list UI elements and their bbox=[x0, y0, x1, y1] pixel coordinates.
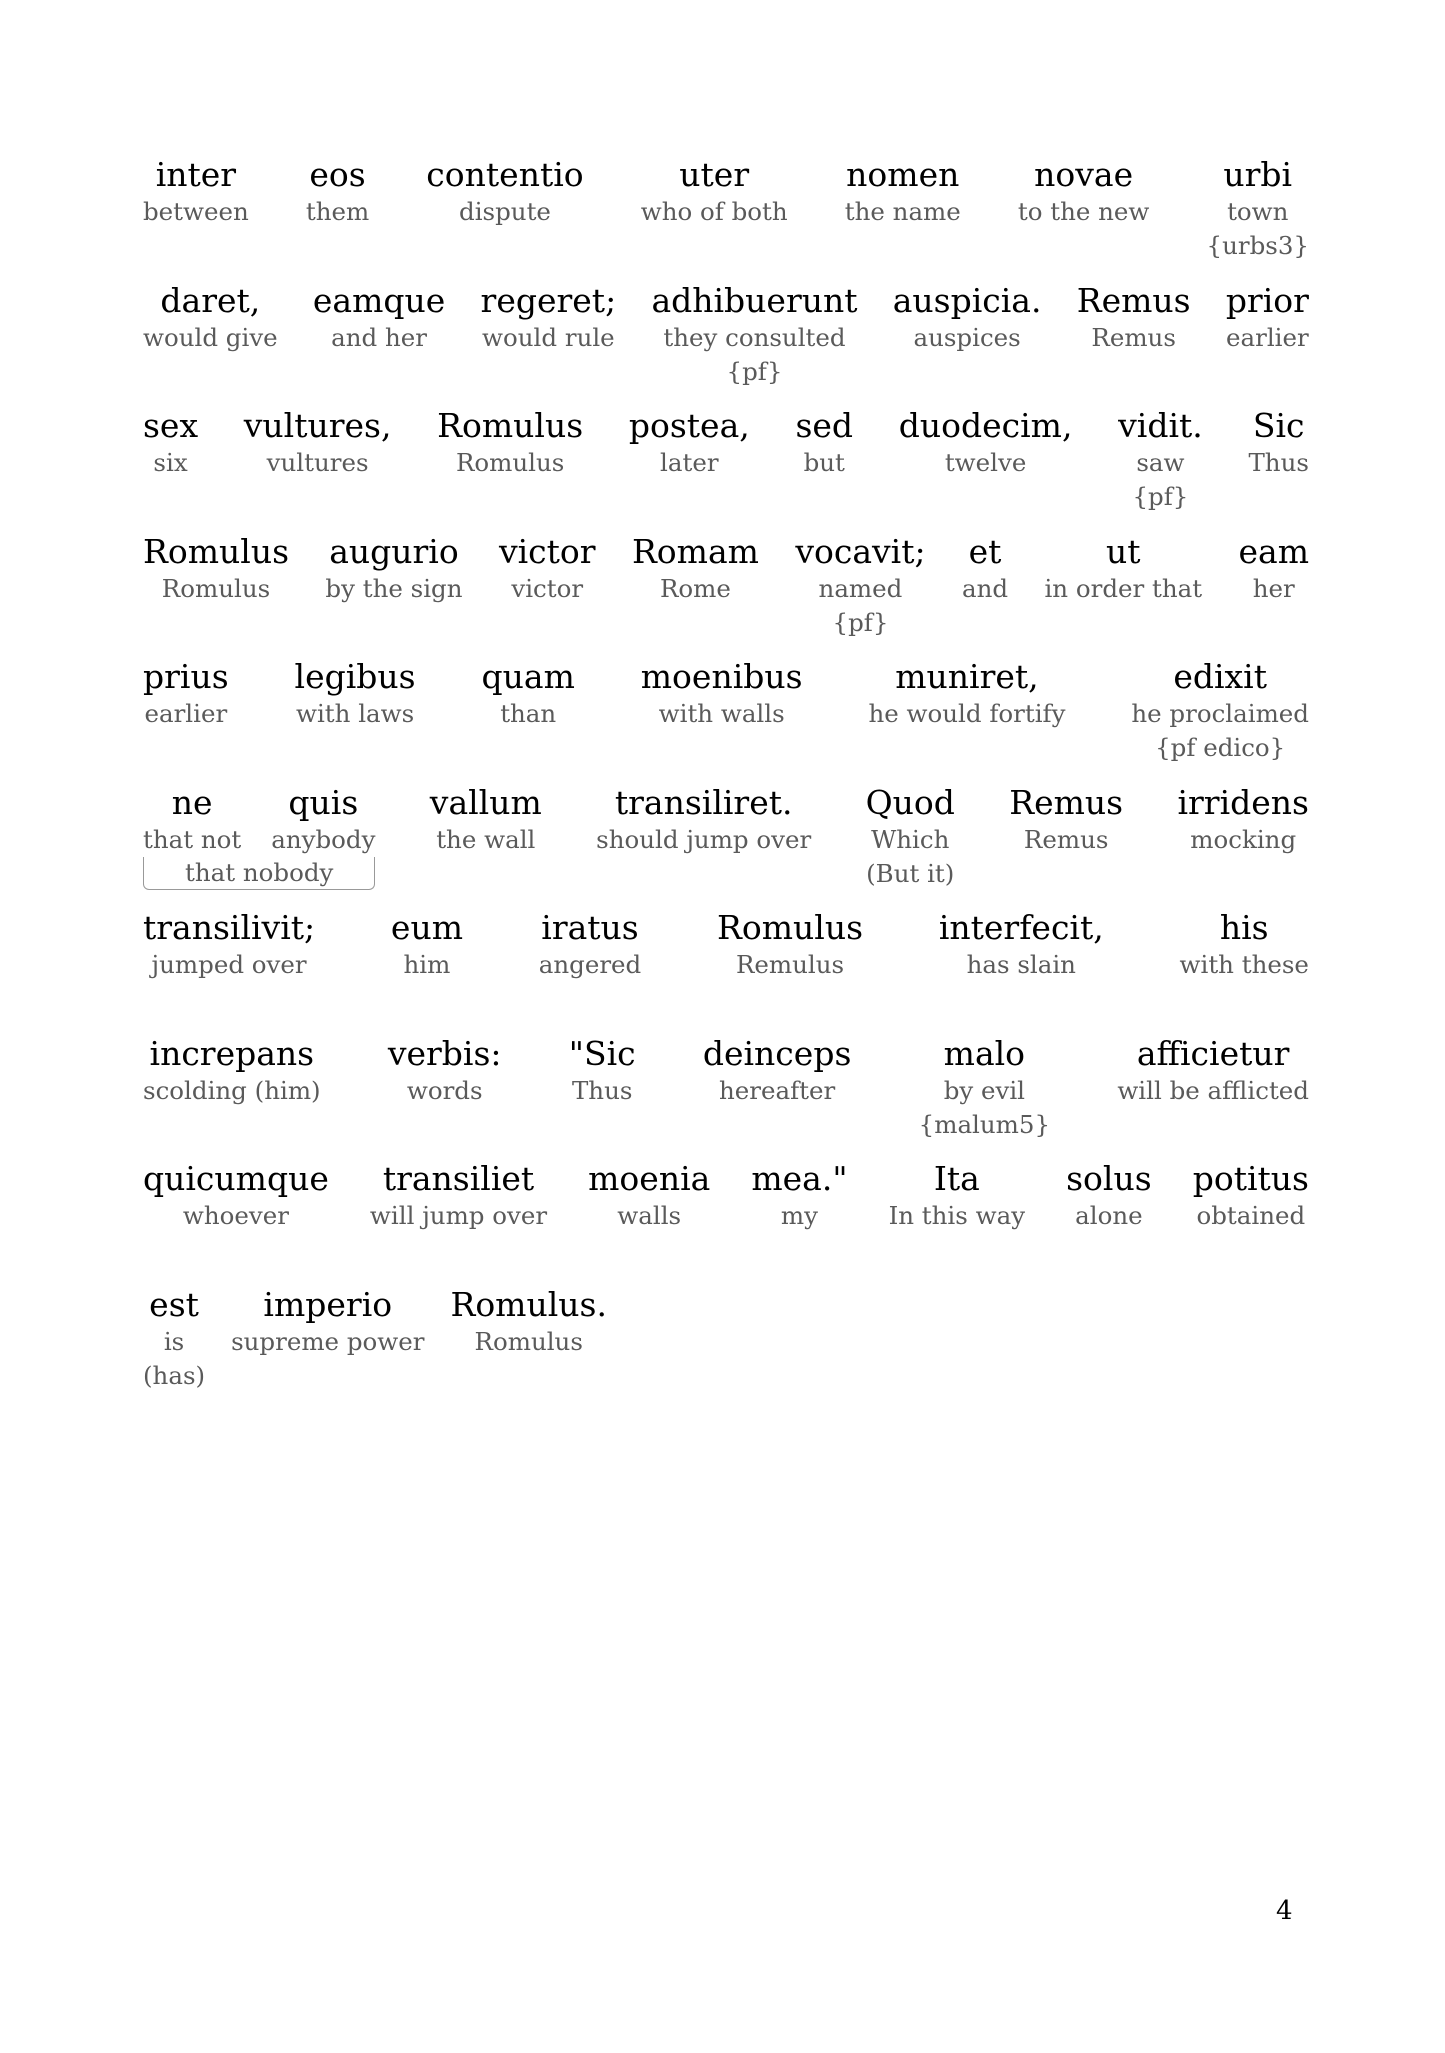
gloss: would rule bbox=[482, 322, 615, 352]
gloss: with walls bbox=[658, 699, 785, 728]
word-column bbox=[569, 1034, 636, 1108]
gloss: earlier bbox=[1226, 322, 1309, 352]
word-column bbox=[1044, 532, 1202, 606]
word-column bbox=[481, 281, 617, 355]
phrase-group bbox=[143, 783, 375, 890]
word-column bbox=[596, 783, 811, 857]
latin-word: eam bbox=[1238, 531, 1309, 571]
latin-word: legibus bbox=[294, 657, 416, 696]
word-column bbox=[430, 783, 542, 857]
page-number: 4 bbox=[1276, 1896, 1293, 1926]
latin-word: sed bbox=[795, 406, 854, 445]
word-column bbox=[437, 406, 583, 480]
gloss: auspices bbox=[913, 322, 1021, 352]
latin-word: auspicia. bbox=[892, 280, 1042, 320]
latin-word: Remus bbox=[1009, 782, 1124, 822]
latin-word: prior bbox=[1225, 280, 1309, 320]
latin-word: malo bbox=[943, 1033, 1026, 1073]
gloss: {pf} bbox=[726, 356, 783, 386]
gloss: and her bbox=[331, 322, 428, 352]
gloss: would give bbox=[143, 322, 278, 352]
word-column bbox=[717, 908, 863, 982]
latin-word: eamque bbox=[312, 280, 446, 320]
interlinear-line bbox=[143, 155, 1309, 263]
interlinear-line bbox=[143, 1034, 1309, 1142]
word-column bbox=[889, 1159, 1026, 1233]
interlinear-line bbox=[143, 657, 1309, 765]
latin-word: uter bbox=[679, 155, 750, 194]
latin-word: moenibus bbox=[640, 657, 803, 696]
latin-word: Romulus bbox=[717, 908, 864, 947]
interlinear-line bbox=[143, 1159, 1309, 1233]
word-column bbox=[499, 532, 596, 606]
latin-word: solus bbox=[1066, 1159, 1152, 1198]
gloss: {urbs3} bbox=[1206, 231, 1309, 260]
gloss: the wall bbox=[436, 824, 536, 854]
word-column bbox=[1077, 281, 1191, 355]
gloss: by evil bbox=[943, 1075, 1026, 1105]
word-column bbox=[893, 281, 1042, 355]
word-column bbox=[143, 1034, 321, 1108]
gloss: who of both bbox=[640, 197, 788, 226]
interlinear-line bbox=[143, 532, 1309, 640]
word-column bbox=[391, 908, 463, 982]
word-column bbox=[143, 406, 198, 480]
latin-word: muniret, bbox=[895, 657, 1039, 696]
word-column bbox=[143, 783, 241, 857]
word-column bbox=[295, 657, 416, 731]
word-column bbox=[962, 532, 1008, 606]
word-column bbox=[1193, 1159, 1309, 1233]
gloss: will be afflicted bbox=[1117, 1075, 1309, 1105]
latin-word: ne bbox=[171, 782, 213, 822]
interlinear-line bbox=[143, 783, 1309, 891]
word-column bbox=[482, 657, 575, 731]
latin-word: sex bbox=[143, 406, 199, 445]
latin-word: regeret; bbox=[480, 280, 617, 320]
latin-word: et bbox=[968, 531, 1002, 571]
word-column bbox=[143, 281, 278, 355]
word-column bbox=[1239, 532, 1310, 606]
gloss: dispute bbox=[459, 197, 551, 226]
word-column bbox=[845, 155, 961, 229]
latin-word: Remus bbox=[1076, 280, 1191, 320]
gloss: {pf} bbox=[1132, 482, 1189, 511]
gloss: jumped over bbox=[151, 950, 307, 979]
gloss: {pf edico} bbox=[1155, 733, 1286, 762]
latin-word: vocavit; bbox=[795, 531, 926, 571]
gloss: should jump over bbox=[596, 824, 812, 854]
gloss: supreme power bbox=[231, 1326, 425, 1356]
gloss: In this way bbox=[888, 1201, 1026, 1230]
latin-word: ut bbox=[1106, 531, 1141, 571]
latin-word: transilivit; bbox=[143, 908, 316, 947]
latin-word: quicumque bbox=[143, 1159, 329, 1198]
gloss: Rome bbox=[659, 573, 731, 603]
latin-word: afficietur bbox=[1136, 1033, 1290, 1073]
latin-word: augurio bbox=[329, 531, 459, 571]
latin-word: quam bbox=[481, 657, 575, 696]
gloss: is bbox=[163, 1326, 185, 1356]
word-column bbox=[143, 908, 315, 982]
latin-word: prius bbox=[143, 657, 229, 696]
gloss: than bbox=[500, 699, 557, 728]
latin-word: postea, bbox=[628, 406, 750, 445]
word-column bbox=[629, 406, 750, 480]
gloss: (has) bbox=[143, 1360, 206, 1390]
latin-word: Romulus. bbox=[450, 1284, 607, 1324]
word-column bbox=[703, 1034, 852, 1108]
word-column bbox=[143, 1159, 329, 1233]
gloss: mocking bbox=[1190, 824, 1297, 854]
word-column bbox=[539, 908, 641, 982]
word-column bbox=[751, 1159, 847, 1233]
latin-word: novae bbox=[1034, 155, 1134, 194]
latin-word: daret, bbox=[160, 280, 261, 320]
gloss: scolding (him) bbox=[143, 1075, 321, 1105]
gloss: victor bbox=[511, 573, 584, 603]
gloss: saw bbox=[1136, 448, 1185, 477]
word-column bbox=[866, 783, 955, 891]
word-column bbox=[868, 657, 1065, 731]
latin-word: adhibuerunt bbox=[651, 280, 858, 320]
latin-word: Quod bbox=[865, 782, 955, 822]
word-column bbox=[143, 532, 289, 606]
gloss: Romulus bbox=[474, 1326, 583, 1356]
gloss: Which bbox=[871, 824, 950, 854]
gloss: six bbox=[153, 448, 188, 477]
gloss: will jump over bbox=[369, 1201, 548, 1230]
gloss: Thus bbox=[1248, 448, 1309, 477]
gloss: to the new bbox=[1017, 197, 1150, 226]
gloss: (But it) bbox=[866, 858, 955, 888]
gloss: with laws bbox=[295, 699, 415, 728]
gloss: twelve bbox=[944, 448, 1027, 477]
latin-word: irridens bbox=[1177, 782, 1309, 822]
word-column bbox=[143, 657, 229, 731]
latin-word: vallum bbox=[429, 782, 542, 822]
latin-word: nomen bbox=[846, 155, 960, 194]
latin-word: moenia bbox=[588, 1159, 711, 1198]
gloss: later bbox=[660, 448, 719, 477]
gloss: anybody bbox=[271, 824, 376, 854]
latin-word: increpans bbox=[149, 1033, 315, 1073]
latin-word: verbis: bbox=[387, 1033, 502, 1073]
word-column bbox=[795, 406, 853, 480]
gloss: he would fortify bbox=[868, 699, 1066, 728]
word-column bbox=[450, 1285, 607, 1359]
gloss: by the sign bbox=[325, 573, 463, 603]
gloss: words bbox=[406, 1075, 483, 1105]
latin-word: est bbox=[149, 1284, 199, 1324]
gloss: in order that bbox=[1044, 573, 1203, 603]
latin-word: "Sic bbox=[568, 1033, 636, 1073]
latin-word: interfecit, bbox=[938, 908, 1104, 947]
word-column bbox=[939, 908, 1104, 982]
word-column bbox=[1206, 155, 1309, 263]
gloss: walls bbox=[617, 1201, 682, 1230]
word-column bbox=[388, 1034, 502, 1108]
latin-word: his bbox=[1219, 908, 1269, 947]
word-column bbox=[1018, 155, 1150, 229]
gloss: Remus bbox=[1091, 322, 1176, 352]
word-column bbox=[244, 406, 392, 480]
latin-word: inter bbox=[155, 155, 237, 194]
latin-word: vidit. bbox=[1118, 406, 1203, 445]
word-column bbox=[325, 532, 462, 606]
gloss: {pf} bbox=[832, 607, 889, 637]
word-column bbox=[795, 532, 925, 640]
gloss: that not bbox=[143, 824, 242, 854]
gloss: earlier bbox=[144, 699, 228, 728]
latin-word: transiliret. bbox=[614, 782, 793, 822]
gloss: whoever bbox=[182, 1201, 289, 1230]
latin-word: vultures, bbox=[243, 406, 392, 445]
word-column bbox=[1066, 1159, 1152, 1233]
gloss: hereafter bbox=[719, 1075, 836, 1105]
gloss: him bbox=[403, 950, 451, 979]
word-column bbox=[1118, 406, 1203, 514]
latin-word: contentio bbox=[426, 155, 584, 194]
gloss: Romulus bbox=[455, 448, 565, 477]
gloss: has slain bbox=[966, 950, 1076, 979]
word-column bbox=[641, 155, 788, 229]
gloss: but bbox=[803, 448, 845, 477]
gloss: them bbox=[305, 197, 370, 226]
word-column bbox=[651, 281, 857, 389]
word-column bbox=[1131, 657, 1309, 765]
gloss: Romulus bbox=[161, 573, 271, 603]
latin-word: duodecim, bbox=[898, 406, 1073, 445]
interlinear-line bbox=[143, 1285, 1309, 1393]
gloss: my bbox=[780, 1201, 818, 1230]
latin-word: quis bbox=[288, 782, 359, 822]
gloss: between bbox=[143, 197, 249, 226]
word-column bbox=[1248, 406, 1308, 480]
latin-word: victor bbox=[498, 531, 596, 571]
latin-word: eum bbox=[390, 908, 463, 947]
interlinear-line bbox=[143, 908, 1309, 982]
latin-word: Romulus bbox=[143, 531, 290, 571]
word-column bbox=[143, 1285, 205, 1393]
gloss: town bbox=[1227, 197, 1289, 226]
gloss: Remulus bbox=[735, 950, 845, 979]
gloss: named bbox=[818, 573, 903, 603]
word-column bbox=[641, 657, 803, 731]
gloss: alone bbox=[1075, 1201, 1143, 1230]
gloss: he proclaimed bbox=[1131, 699, 1309, 728]
interlinear-line bbox=[143, 281, 1309, 389]
word-column bbox=[271, 783, 375, 857]
word-column bbox=[919, 1034, 1050, 1142]
phrase-gloss: that nobody bbox=[143, 857, 375, 890]
word-column bbox=[1177, 783, 1309, 857]
gloss: and bbox=[961, 573, 1009, 603]
word-column bbox=[306, 155, 369, 229]
latin-word: imperio bbox=[263, 1284, 393, 1324]
word-column bbox=[632, 532, 759, 606]
word-column bbox=[231, 1285, 424, 1359]
latin-word: eos bbox=[309, 155, 366, 194]
gloss: Remus bbox=[1023, 824, 1109, 854]
gloss: {malum5} bbox=[918, 1109, 1051, 1139]
gloss: the name bbox=[844, 197, 961, 226]
latin-word: deinceps bbox=[702, 1033, 852, 1073]
latin-word: edixit bbox=[1173, 657, 1267, 696]
word-column bbox=[1009, 783, 1123, 857]
latin-word: potitus bbox=[1192, 1159, 1309, 1198]
gloss: they consulted bbox=[663, 322, 846, 352]
gloss: angered bbox=[538, 950, 642, 979]
word-column bbox=[1180, 908, 1309, 982]
word-column bbox=[1117, 1034, 1309, 1108]
word-column bbox=[1226, 281, 1309, 355]
gloss: obtained bbox=[1196, 1201, 1306, 1230]
latin-word: Sic bbox=[1252, 406, 1305, 445]
gloss: with these bbox=[1179, 950, 1309, 979]
word-column bbox=[143, 155, 249, 229]
latin-word: Romulus bbox=[437, 406, 584, 445]
word-column bbox=[370, 1159, 547, 1233]
latin-word: Romam bbox=[631, 531, 759, 571]
gloss: Thus bbox=[571, 1075, 633, 1105]
latin-word: mea." bbox=[751, 1159, 848, 1198]
latin-word: iratus bbox=[541, 908, 639, 947]
word-column bbox=[899, 406, 1073, 480]
word-column bbox=[426, 155, 583, 229]
word-column bbox=[588, 1159, 710, 1233]
gloss: vultures bbox=[266, 448, 369, 477]
latin-word: urbi bbox=[1223, 155, 1293, 194]
word-column bbox=[313, 281, 445, 355]
gloss: her bbox=[1252, 573, 1295, 603]
interlinear-line bbox=[143, 406, 1309, 514]
latin-word: transiliet bbox=[382, 1159, 535, 1198]
latin-word: Ita bbox=[933, 1159, 980, 1198]
